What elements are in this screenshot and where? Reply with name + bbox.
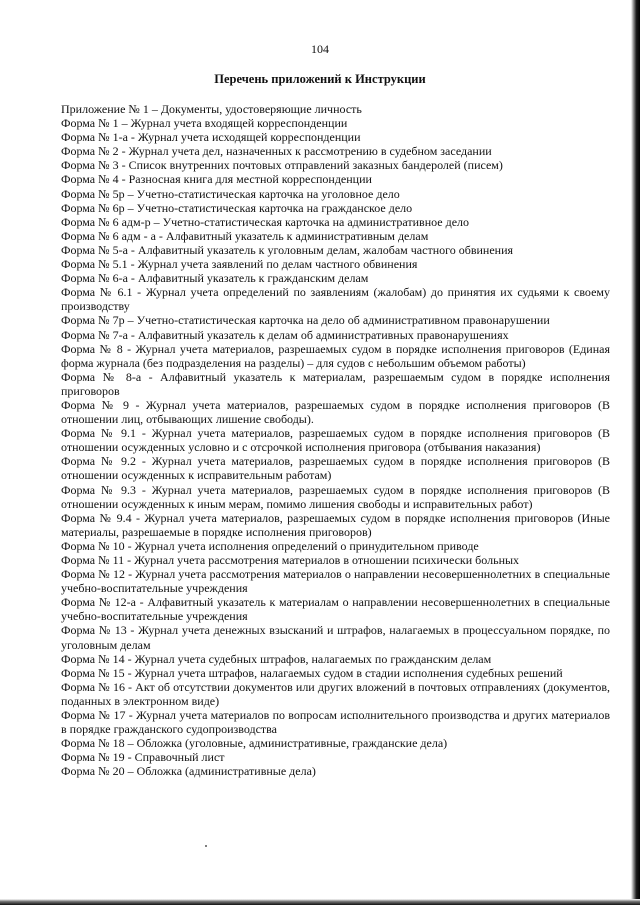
list-item: Форма № 9 - Журнал учета материалов, разрешаемых судом в порядке исполнения приговоров (В отношении лиц, отбывающих лишение свободы).	[61, 397, 610, 427]
list-item: Форма № 1-а - Журнал учета исходящей корреспонденции	[61, 130, 361, 145]
scan-edge-bottom	[0, 899, 640, 905]
list-item: Форма № 8-а - Алфавитный указатель к материалам, разрешаемым судом в порядке исполнения приговоров	[61, 369, 610, 398]
list-item: Форма № 12 - Журнал учета рассмотрения материалов о направлении несовершеннолетних в специальные учебно-воспитательные учреждения	[61, 567, 610, 596]
list-item: Форма № 9.3 - Журнал учета материалов, разрешаемых судом в порядке исполнения приговоров (В отношении осужденных к иным мерам, помимо лишения свободы и исправительных работ)	[61, 482, 610, 511]
list-item: Форма № 9.1 - Журнал учета материалов, разрешаемых судом в порядке исполнения приговоров (В отношении осужденных условно и с отсрочкой исполнения приговора (отбывания наказания)	[61, 426, 610, 455]
list-item: Форма № 17 - Журнал учета материалов по вопросам исполнительного производства и других материалов в порядке гражданского судопроизводства	[61, 708, 610, 737]
list-item: Форма № 18 – Обложка (уголовные, административные, гражданские дела)	[61, 736, 448, 751]
list-item: Форма № 4 - Разносная книга для местной корреспонденции	[61, 172, 372, 187]
list-item: Форма № 15 - Журнал учета штрафов, налагаемых судом в стадии исполнения судебных решений	[61, 665, 563, 680]
list-item: Форма № 7-а - Алфавитный указатель к делам об административных правонарушениях	[61, 327, 509, 342]
list-item: Форма № 13 - Журнал учета денежных взысканий и штрафов, налагаемых в процессуальном порядке, по уголовным делам	[61, 623, 610, 652]
list-item: Форма № 6 адм - а - Алфавитный указатель к административным делам	[61, 228, 429, 243]
scan-speck	[205, 845, 207, 847]
list-item: Форма № 19 - Справочный лист	[61, 750, 225, 765]
list-item: Форма № 9.2 - Журнал учета материалов, разрешаемых судом в порядке исполнения приговоров (В отношении осужденных к исправительным работам)	[61, 454, 610, 483]
list-item: Форма № 5.1 - Журнал учета заявлений по делам частного обвинения	[61, 257, 418, 272]
list-item: Форма № 20 – Обложка (административные дела)	[61, 764, 316, 779]
page-number: 104	[311, 42, 329, 56]
list-item: Форма № 8 - Журнал учета материалов, разрешаемых судом в порядке исполнения приговоров (Единая форма журнала (без подразделения на разделы) – для судов с небольшим объемом работы)	[61, 341, 610, 370]
list-item: Форма № 11 - Журнал учета рассмотрения материалов в отношении психически больных	[61, 553, 520, 567]
list-item: Форма № 14 - Журнал учета судебных штрафов, налагаемых по гражданским делам	[61, 651, 492, 666]
appendix-list	[61, 102, 610, 779]
list-item: Форма № 2 - Журнал учета дел, назначенных к рассмотрению в судебном заседании	[61, 144, 492, 159]
list-item: Форма № 10 - Журнал учета исполнения определений о принудительном приводе	[61, 538, 479, 553]
list-item: Форма № 5р – Учетно-статистическая карточка на уголовное дело	[61, 186, 400, 201]
list-item: Форма № 6-а - Алфавитный указатель к гражданским делам	[61, 271, 369, 286]
list-item: Форма № 9.4 - Журнал учета материалов, разрешаемых судом в порядке исполнения приговоров (Иные материалы, разрешаемые в порядке исполнения приговоров)	[61, 510, 610, 539]
list-item: Форма № 12-а - Алфавитный указатель к материалам о направлении несовершеннолетних в специальные учебно-воспитательные учреждения	[61, 595, 610, 624]
list-item: Форма № 6р – Учетно-статистическая карточка на гражданское дело	[61, 200, 413, 215]
list-item: Форма № 6.1 - Журнал учета определений по заявлениям (жалобам) до принятия их судьями к своему производству	[61, 285, 610, 314]
list-item: Форма № 1 – Журнал учета входящей корреспонденции	[61, 116, 348, 131]
list-item: Приложение № 1 – Документы, удостоверяющие личность	[61, 102, 362, 116]
list-item: Форма № 16 - Акт об отсутствии документов или других вложений в почтовых отправлениях (документов, поданных в электронном виде)	[61, 679, 610, 708]
list-item: Форма № 3 - Список внутренних почтовых отправлений заказных бандеролей (писем)	[61, 158, 503, 173]
list-item: Форма № 6 адм-р – Учетно-статистическая карточка на административное дело	[61, 214, 470, 229]
list-item: Форма № 7р – Учетно-статистическая карточка на дело об административном правонарушении	[61, 313, 550, 328]
scan-edge-right	[631, 0, 640, 905]
page-title: Перечень приложений к Инструкции	[214, 72, 426, 86]
list-item: Форма № 5-а - Алфавитный указатель к уголовным делам, жалобам частного обвинения	[61, 242, 514, 257]
